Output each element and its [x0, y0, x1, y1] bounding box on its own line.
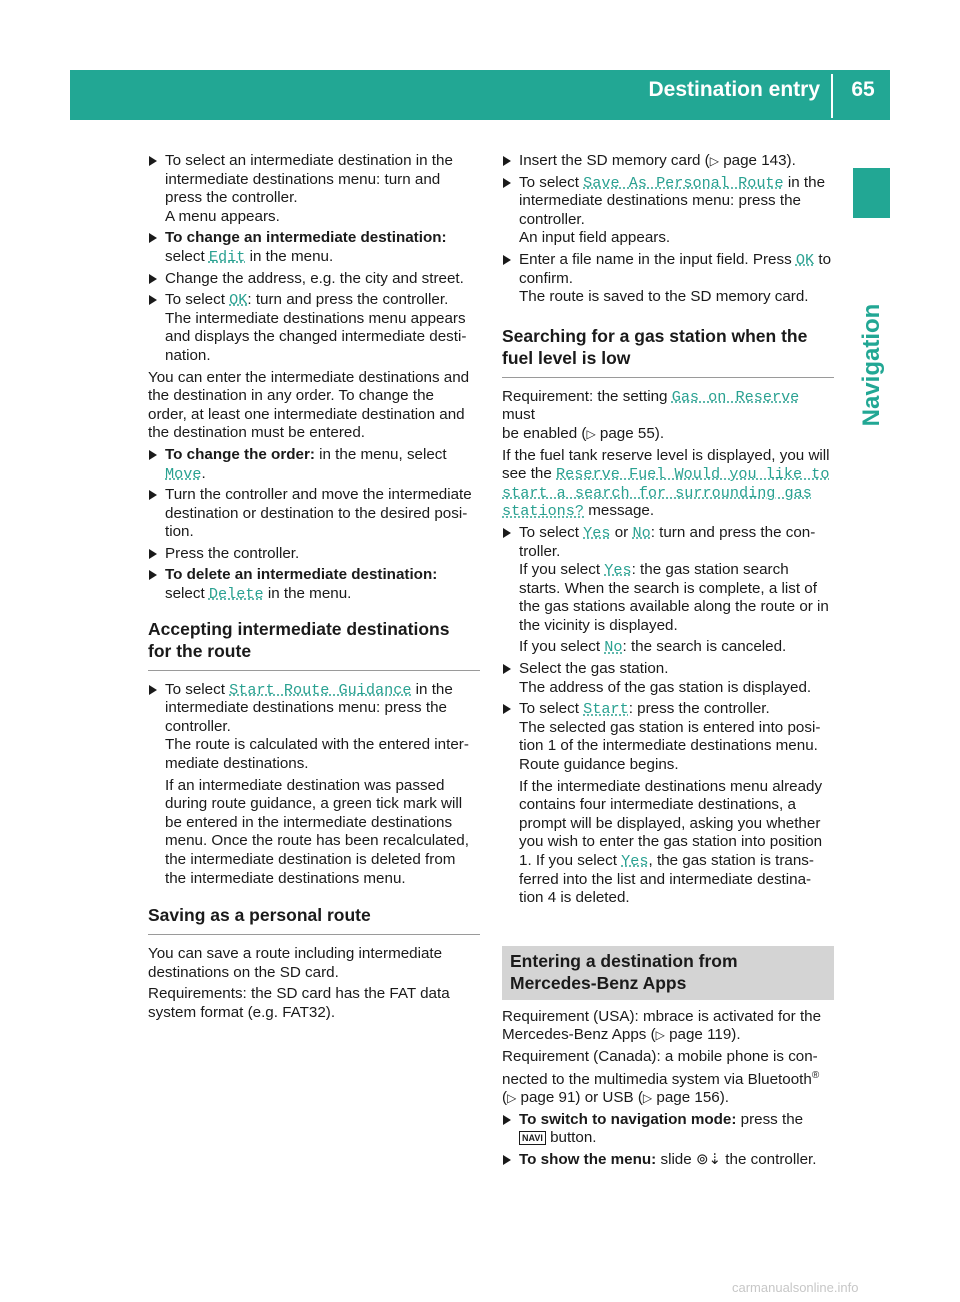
- instruction-item: Press the controller.: [148, 545, 480, 564]
- menu-item-code: stations?: [502, 502, 585, 521]
- menu-item-code: OK: [795, 250, 815, 269]
- menu-item-code: start a search for surrounding gas: [502, 483, 812, 502]
- menu-item-code: No: [632, 523, 651, 542]
- bullet-arrow-icon: [149, 685, 157, 695]
- page-ref-icon: ▷: [655, 1028, 665, 1043]
- instruction-item: To select OK: turn and press the controller. The intermediate destinations menu appears and displays the changed intermediate desti- nation.: [148, 291, 480, 365]
- bullet-arrow-icon: [149, 549, 157, 559]
- paragraph: You can save a route including intermediate destinations on the SD card.: [148, 945, 443, 981]
- menu-item-code: Gas on Reserve: [671, 387, 800, 406]
- bullet-arrow-icon: [149, 156, 157, 166]
- bullet-arrow-icon: [503, 178, 511, 188]
- instruction-item: Enter a file name in the input field. Press OK to confirm. The route is saved to the SD memory card.: [502, 251, 834, 307]
- menu-item-code: Save As Personal Route: [583, 173, 784, 192]
- header-divider: [831, 74, 833, 118]
- bullet-arrow-icon: [503, 664, 511, 674]
- page-ref-icon: ▷: [709, 154, 719, 168]
- bullet-arrow-icon: [149, 274, 157, 284]
- menu-item-code: Reserve Fuel Would you like to: [556, 465, 830, 484]
- instruction-item: To change the order: in the menu, select Move.: [148, 446, 480, 483]
- bullet-arrow-icon: [503, 704, 511, 714]
- left-column: [148, 152, 480, 1026]
- menu-item-code: Delete: [208, 585, 264, 604]
- menu-item-code: Edit: [208, 247, 246, 266]
- menu-item-code: Yes: [621, 852, 649, 870]
- section-marker: [853, 168, 890, 218]
- bullet-arrow-icon: [149, 295, 157, 305]
- bullet-arrow-icon: [149, 450, 157, 460]
- page-ref-icon: ▷: [586, 426, 596, 441]
- menu-item-code: OK: [229, 291, 248, 310]
- instruction-item: To select Yes or No: turn and press the con- troller. If you select Yes: the gas station search starts. When the search is complete, a list of the gas stations available along the route or in the vicinity is displayed. If you select No: the search is canceled.: [502, 524, 834, 657]
- instruction-item: To select Start Route Guidance in the intermediate destinations menu: press the controller. The route is calculated with the entered inter- mediate destinations.: [148, 681, 480, 774]
- bullet-arrow-icon: [149, 490, 157, 500]
- instruction-item: To switch to navigation mode: press the NAVI button.: [502, 1111, 834, 1148]
- instruction-item: To select Start: press the controller. The selected gas station is entered into posi- tion 1 of the intermediate destinations menu. Route guidance begins. If the intermediate destinations menu already contains four intermediate destinations, a prompt will be displayed, asking you whether you wish to enter the gas station into position 1. If you select Yes, the gas station is trans- ferred into the list and intermediate destina- tion 4 is deleted.: [502, 700, 834, 908]
- instruction-item: To show the menu: slide ⊚⇣ the controller.: [502, 1151, 834, 1170]
- navi-key-icon: NAVI: [519, 1131, 546, 1145]
- menu-item-code: Yes: [604, 561, 632, 580]
- page-ref-icon: ▷: [507, 1091, 517, 1106]
- instruction-item: To delete an intermediate destination: select Delete in the menu.: [148, 566, 480, 603]
- menu-item-code: Start Route Guidance: [229, 680, 412, 699]
- paragraph: If the fuel tank reserve level is displayed, you will see the Reserve Fuel Would you like to start a search for surrounding gas stations? message.: [502, 446, 830, 521]
- section-heading: Accepting intermediate destinations for the route: [148, 618, 480, 671]
- bullet-arrow-icon: [149, 233, 157, 243]
- bullet-arrow-icon: [503, 156, 511, 166]
- section-heading-box: Entering a destination from Mercedes-Benz Apps: [502, 946, 834, 1000]
- section-heading: Searching for a gas station when the fuel level is low: [502, 325, 834, 378]
- menu-item-code: Start: [583, 700, 629, 719]
- right-column: [502, 152, 834, 1173]
- controller-slide-down-icon: ⊚⇣: [695, 1151, 722, 1168]
- instruction-item: To change an intermediate destination: select Edit in the menu.: [148, 229, 480, 266]
- menu-item-code: Yes: [583, 523, 611, 542]
- menu-item-code: Move: [165, 464, 202, 483]
- bullet-arrow-icon: [503, 528, 511, 538]
- paragraph: Requirement (Canada): a mobile phone is con- nected to the multimedia system via Bluetooth® (▷ page 91) or USB (▷ page 156).: [502, 1047, 820, 1107]
- bullet-arrow-icon: [503, 255, 511, 265]
- instruction-item: Insert the SD memory card (▷ page 143).: [502, 152, 834, 171]
- instruction-item: Change the address, e.g. the city and street.: [148, 270, 480, 289]
- menu-item-code: No: [604, 638, 623, 657]
- instruction-item: To select Save As Personal Route in the intermediate destinations menu: press the controller. An input field appears.: [502, 174, 834, 248]
- watermark: carmanualsonline.info: [732, 1280, 859, 1295]
- instruction-item: Select the gas station. The address of the gas station is displayed.: [502, 660, 834, 697]
- paragraph: Requirements: the SD card has the FAT data system format (e.g. FAT32).: [148, 985, 450, 1021]
- bullet-arrow-icon: [149, 570, 157, 580]
- paragraph: Requirement (USA): mbrace is activated for the Mercedes-Benz Apps (▷ page 119).: [502, 1007, 822, 1044]
- page-title: Destination entry: [648, 78, 820, 101]
- bullet-arrow-icon: [503, 1155, 511, 1165]
- paragraph: You can enter the intermediate destinations and the destination in any order. To change the order, at least one intermediate destination and the destination must be entered.: [148, 368, 470, 442]
- section-heading: Saving as a personal route: [148, 904, 480, 935]
- paragraph: If an intermediate destination was passed during route guidance, a green tick mark will be entered in the intermediate destinations menu. Once the route has been recalculated, the intermediate destination is deleted from the intermediate destinations menu.: [165, 776, 469, 887]
- section-tab: [856, 230, 888, 500]
- instruction-item: Turn the controller and move the intermediate destination or destination to the desired posi- tion.: [148, 486, 480, 542]
- section-tab-label: Navigation: [858, 303, 885, 427]
- page-number: 65: [851, 78, 875, 101]
- instruction-item: To select an intermediate destination in the intermediate destinations menu: turn and press the controller. A menu appears.: [148, 152, 480, 226]
- page-ref-icon: ▷: [642, 1091, 653, 1106]
- bullet-arrow-icon: [503, 1115, 511, 1125]
- paragraph: Requirement: the setting Gas on Reserve must be enabled (▷ page 55).: [502, 387, 800, 442]
